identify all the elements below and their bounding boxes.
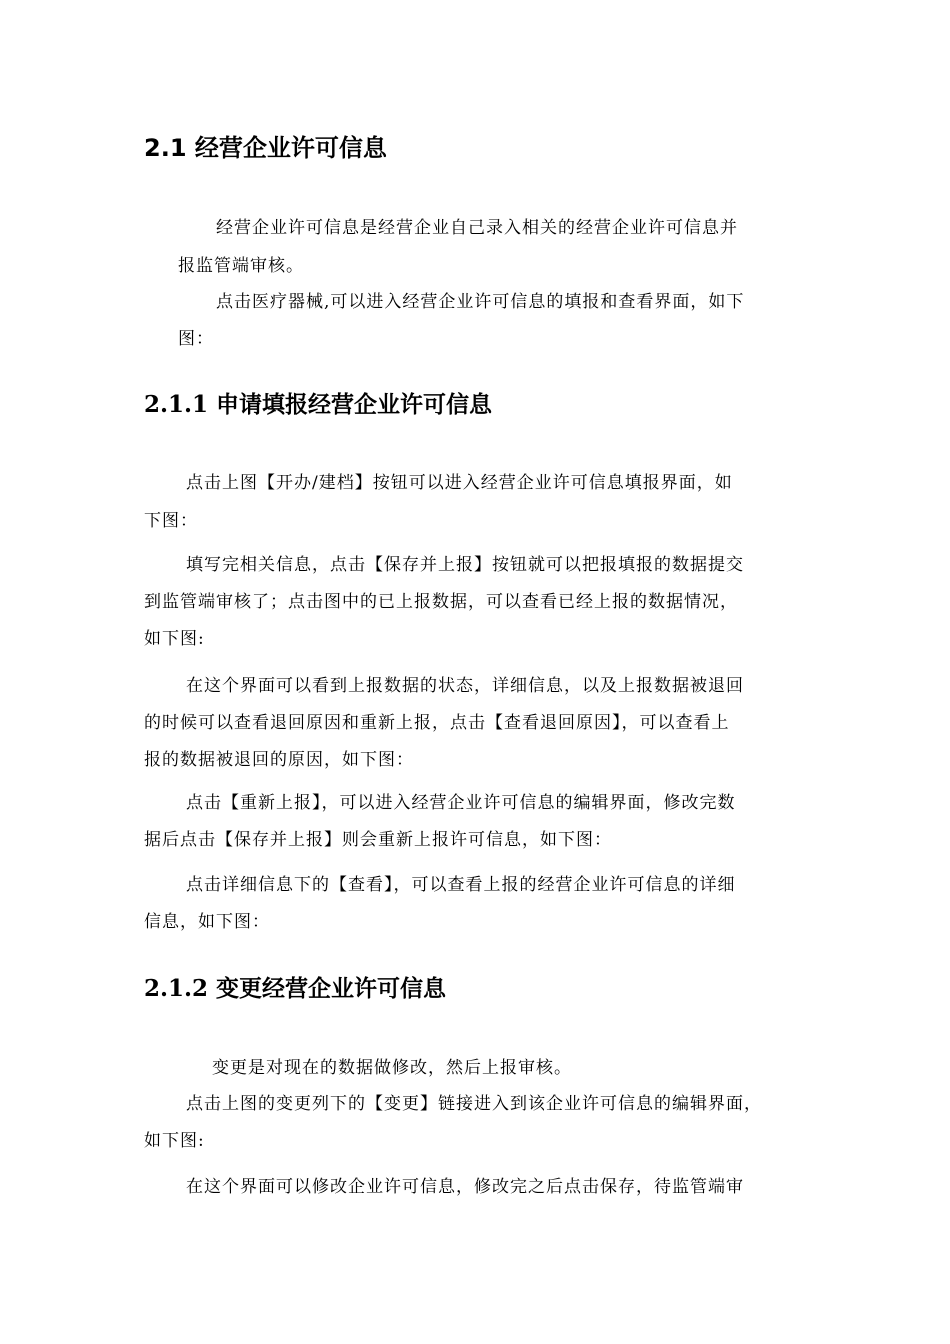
paragraph-line: 图：: [178, 329, 214, 349]
paragraph-line: 报监管端审核。: [178, 256, 304, 276]
paragraph-line: 经营企业许可信息是经营企业自己录入相关的经营企业许可信息并: [216, 218, 738, 238]
paragraph-line: 点击【重新上报】，可以进入经营企业许可信息的编辑界面，修改完数: [186, 793, 736, 813]
paragraph-line: 的时候可以查看退回原因和重新上报，点击【查看退回原因】，可以查看上: [144, 713, 730, 733]
section-heading-2-1-2: 2.1.2 变更经营企业许可信息: [144, 975, 447, 1002]
section-heading-2-1-1: 2.1.1 申请填报经营企业许可信息: [144, 391, 493, 418]
paragraph-line: 填写完相关信息，点击【保存并上报】按钮就可以把报填报的数据提交: [186, 555, 744, 575]
paragraph-line: 点击医疗器械,可以进入经营企业许可信息的填报和查看界面，如下: [216, 292, 745, 312]
paragraph-line: 点击上图的变更列下的【变更】链接进入到该企业许可信息的编辑界面，: [186, 1094, 762, 1114]
paragraph-line: 如下图:: [144, 1131, 205, 1151]
section-heading-2-1: 2.1 经营企业许可信息: [144, 134, 387, 162]
paragraph-line: 信息，如下图：: [144, 912, 270, 932]
paragraph-line: 在这个界面可以看到上报数据的状态，详细信息，以及上报数据被退回: [186, 676, 744, 696]
paragraph-line: 点击详细信息下的【查看】，可以查看上报的经营企业许可信息的详细: [186, 875, 736, 895]
paragraph-line: 到监管端审核了；点击图中的已上报数据，可以查看已经上报的数据情况，: [144, 592, 738, 612]
paragraph-line: 在这个界面可以修改企业许可信息，修改完之后点击保存，待监管端审: [186, 1177, 744, 1197]
paragraph-line: 报的数据被退回的原因，如下图：: [144, 750, 414, 770]
paragraph-line: 下图：: [144, 511, 198, 531]
paragraph-line: 变更是对现在的数据做修改，然后上报审核。: [212, 1058, 572, 1078]
paragraph-line: 据后点击【保存并上报】则会重新上报许可信息，如下图：: [144, 830, 612, 850]
paragraph-line: 如下图:: [144, 629, 205, 649]
paragraph-line: 点击上图【开办/建档】按钮可以进入经营企业许可信息填报界面，如: [186, 473, 733, 493]
